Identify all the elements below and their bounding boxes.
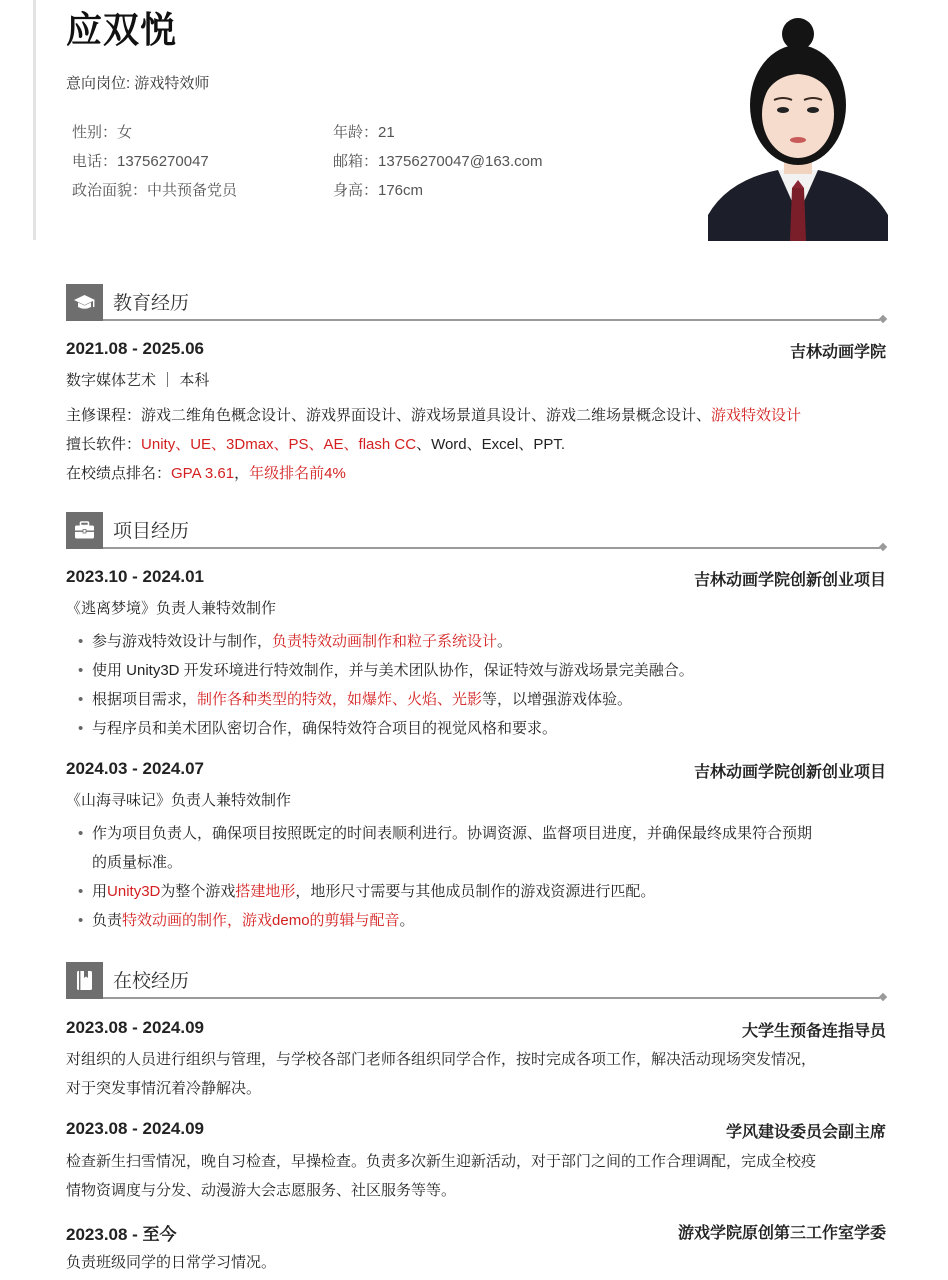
description-line: 对于突发事情沉着冷静解决。 — [66, 1080, 262, 1097]
campus3-role: 游戏学院原创第三工作室学委 — [677, 1225, 886, 1242]
education-gpa — [66, 462, 346, 483]
bullet-marker: • — [78, 720, 84, 737]
gpa-rank: 年级排名前4% — [249, 465, 346, 482]
project2-date: 2024.03 - 2024.07 — [66, 759, 205, 778]
campus2-role: 学风建设委员会副主席 — [725, 1124, 886, 1141]
list-text: ，地形尺寸需要与其他成员制作的游戏资源进行匹配。 — [295, 883, 656, 900]
section-title: 教育经历 — [113, 293, 190, 314]
education-school: 吉林动画学院 — [789, 344, 886, 361]
list-item — [78, 877, 888, 906]
bullet-marker: • — [78, 912, 84, 929]
info-politics: 政治面貌：中共预备党员 — [72, 182, 238, 199]
section-projects-header — [66, 510, 886, 550]
education-date: 2021.08 - 2025.06 — [66, 339, 205, 358]
bullet-marker: • — [78, 633, 84, 650]
info-height: 身高：176cm — [333, 182, 424, 199]
description-line: 检查新生扫雪情况，晚自习检查，早操检查。负责多次新生迎新活动，对于部门之间的工作合理调配，完成全校疫 — [66, 1153, 817, 1170]
list-highlight: 搭建地形 — [235, 883, 296, 900]
campus1-description — [66, 1045, 888, 1103]
list-text: 为整个游戏 — [160, 883, 236, 900]
courses-label: 主修课程： — [66, 407, 142, 424]
campus1-role: 大学生预备连指导员 — [741, 1023, 886, 1040]
divider-end-marker — [879, 993, 887, 1001]
bullet-marker: • — [78, 825, 84, 842]
list-item — [78, 685, 888, 714]
header-accent-bar — [33, 0, 36, 240]
description-line: 负责班级同学的日常学习情况。 — [66, 1254, 277, 1271]
bullet-marker: • — [78, 691, 84, 708]
project2-role: 《山海寻味记》负责人兼特效制作 — [66, 792, 292, 809]
gpa-separator: ， — [234, 465, 250, 482]
section-campus-header — [66, 960, 886, 1000]
campus3-date: 2023.08 - 至今 — [66, 1225, 177, 1244]
info-gender: 性别：女 — [72, 124, 133, 141]
campus3-description — [66, 1248, 888, 1277]
list-text: 使用 Unity3D 开发环境进行特效制作，并与美术团队协作，保证特效与游戏场景完美融合。 — [92, 662, 694, 679]
candidate-name: 应双悦 — [66, 9, 178, 50]
list-text-continued: 的质量标准。 — [92, 854, 183, 871]
list-text: 参与游戏特效设计与制作， — [92, 633, 273, 650]
section-divider — [103, 997, 880, 999]
list-item — [78, 906, 888, 935]
list-text: 。 — [399, 912, 415, 929]
divider-end-marker — [879, 315, 887, 323]
list-text: 负责 — [92, 912, 123, 929]
software-highlight: Unity、UE、3Dmax、PS、AE、flash CC — [141, 436, 417, 453]
software-rest: 、Word、Excel、PPT. — [416, 436, 566, 453]
description-line: 对组织的人员进行组织与管理，与学校各部门老师各组织同学合作，按时完成各项工作，解决活动现场突发情况， — [66, 1051, 817, 1068]
education-software — [66, 433, 565, 454]
courses-highlight: 游戏特效设计 — [711, 407, 802, 424]
list-text: 根据项目需求， — [92, 691, 198, 708]
list-item — [78, 819, 888, 877]
project1-role: 《逃离梦境》负责人兼特效制作 — [66, 600, 277, 617]
software-label: 擅长软件： — [66, 436, 142, 453]
info-phone: 电话：13756270047 — [72, 153, 209, 170]
divider-end-marker — [879, 543, 887, 551]
job-intent: 意向岗位: 游戏特效师 — [66, 75, 210, 92]
list-text: 用 — [92, 883, 108, 900]
briefcase-icon — [66, 512, 103, 549]
list-text: 作为项目负责人，确保项目按照既定的时间表顺利进行。协调资源、监督项目进度，并确保最终成果符合预期 — [92, 825, 813, 842]
list-highlight: 特效动画的制作，游戏demo的剪辑与配音 — [122, 912, 400, 929]
section-education-header — [66, 282, 886, 322]
list-item — [78, 714, 888, 743]
section-title: 项目经历 — [113, 521, 190, 542]
list-highlight: Unity3D — [107, 883, 161, 900]
section-divider — [103, 319, 880, 321]
list-text: 等，以增强游戏体验。 — [482, 691, 633, 708]
project1-date: 2023.10 - 2024.01 — [66, 567, 205, 586]
list-item — [78, 627, 888, 656]
info-age: 年龄：21 — [333, 124, 395, 141]
list-text: 。 — [497, 633, 513, 650]
campus2-description — [66, 1147, 888, 1205]
courses-list: 游戏二维角色概念设计、游戏界面设计、游戏场景道具设计、游戏二维场景概念设计、 — [141, 407, 712, 424]
list-highlight: 制作各种类型的特效，如爆炸、火焰、光影 — [197, 691, 483, 708]
education-courses — [66, 404, 801, 425]
bullet-marker: • — [78, 662, 84, 679]
project1-org: 吉林动画学院创新创业项目 — [693, 572, 886, 589]
profile-photo — [708, 10, 888, 241]
education-major: 数字媒体艺术 ｜ 本科 — [66, 372, 210, 389]
bullet-marker: • — [78, 883, 84, 900]
section-title: 在校经历 — [113, 971, 190, 992]
info-email: 邮箱：13756270047@163.com — [333, 153, 543, 170]
campus2-date: 2023.08 - 2024.09 — [66, 1119, 205, 1138]
list-text: 与程序员和美术团队密切合作，确保特效符合项目的视觉风格和要求。 — [92, 720, 558, 737]
list-item — [78, 656, 888, 685]
graduation-cap-icon — [66, 284, 103, 321]
book-icon — [66, 962, 103, 999]
description-line: 情物资调度与分发、动漫游大会志愿服务、社区服务等等。 — [66, 1182, 457, 1199]
gpa-label: 在校绩点排名： — [66, 465, 172, 482]
list-highlight: 负责特效动画制作和粒子系统设计 — [272, 633, 498, 650]
section-divider — [103, 547, 880, 549]
project2-org: 吉林动画学院创新创业项目 — [693, 764, 886, 781]
campus1-date: 2023.08 - 2024.09 — [66, 1018, 205, 1037]
gpa-value: GPA 3.61 — [171, 465, 235, 482]
